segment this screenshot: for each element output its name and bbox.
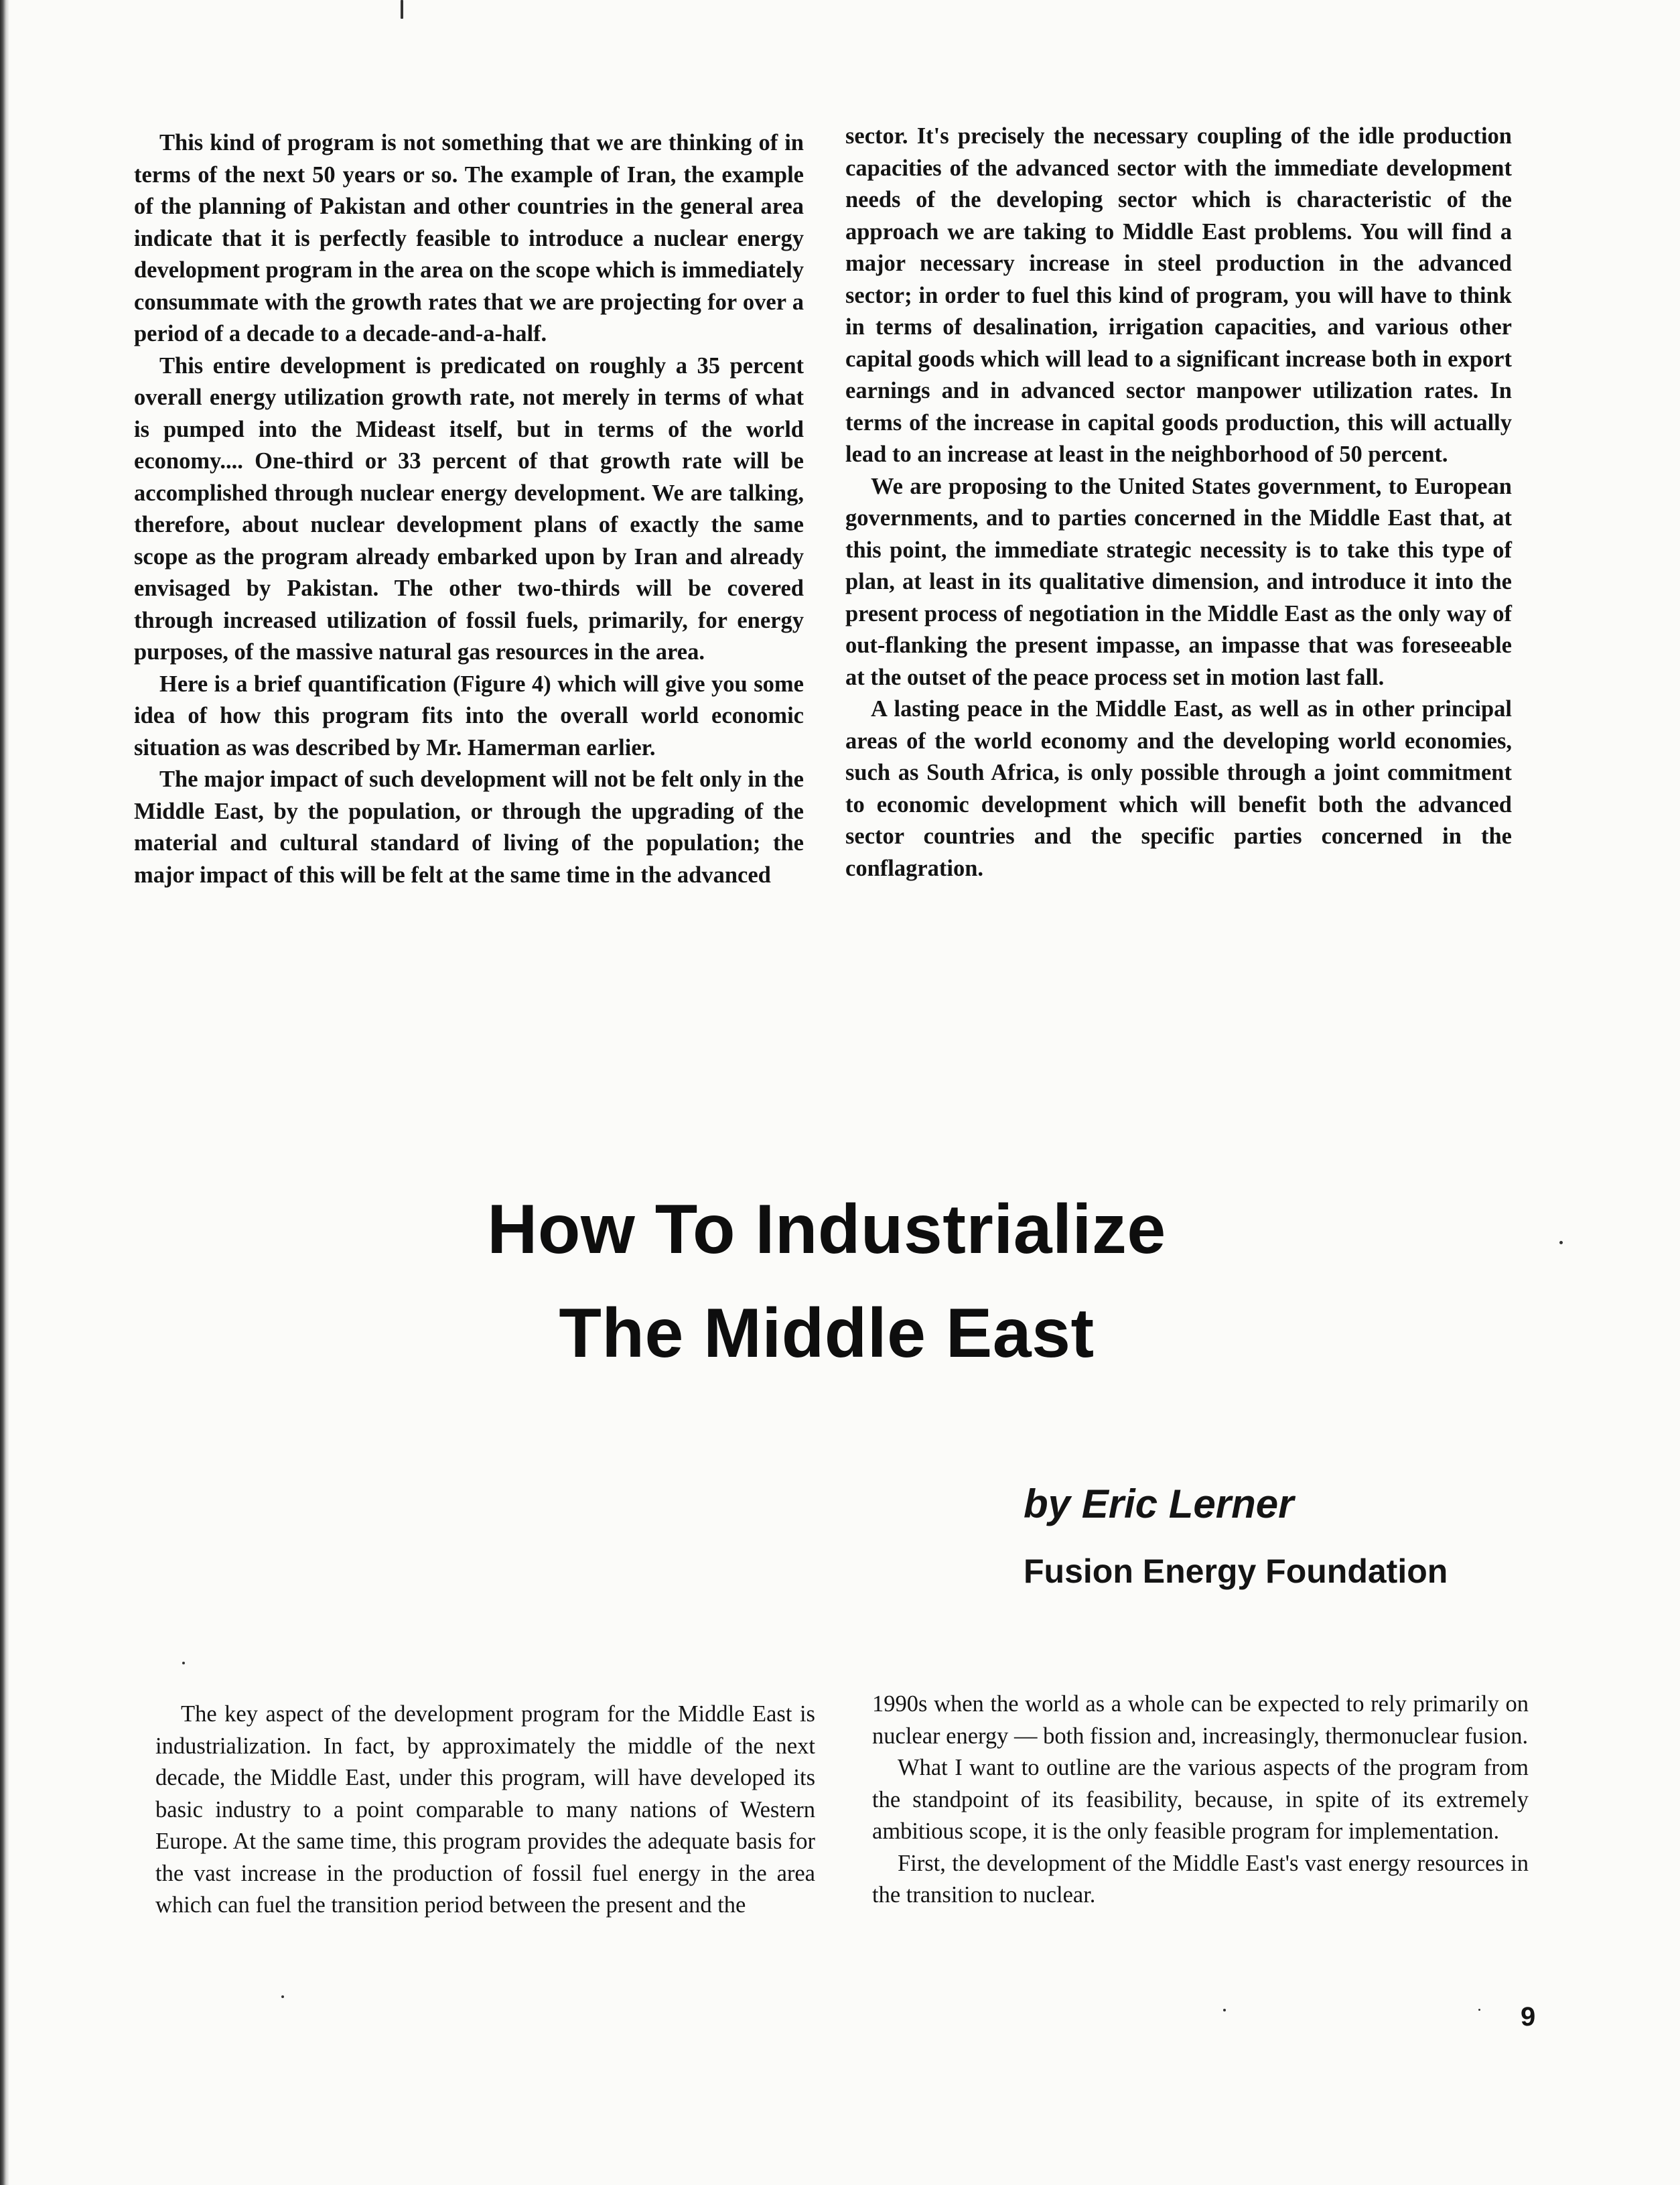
scan-edge-shadow xyxy=(0,0,9,2185)
paragraph: We are proposing to the United States government, to European governments, and to parties concerned in the Middle East that, at this point, the immediate strategic necessity is to take this type of plan, at least in its qualitative dimension, and introduce it into the present process of negotiation in the Middle East as the only way of out-flanking the present impasse, an impasse that was foreseeable at the outset of the peace process set in motion last fall. xyxy=(845,473,1512,690)
paragraph: This entire development is predicated on roughly a 35 percent overall energy utilization growth rate, not merely in terms of what is pumped into the Mideast itself, but in terms of the world economy.... One-third or 33 percent of that growth rate will be accomplished through nuclear energy development. We are talking, therefore, about nuclear development plans of exactly the same scope as the program already embarked upon by Iran and already envisaged by Pakistan. The other two-thirds will be covered through increased utilization of fossil fuels, primarily, for energy purposes, of the massive natural gas resources in the area. xyxy=(134,352,804,665)
scan-speck xyxy=(1478,2009,1480,2011)
author-affiliation: Fusion Energy Foundation xyxy=(1024,1552,1448,1590)
scan-speck xyxy=(1223,2009,1226,2011)
paragraph: What I want to outline are the various aspects of the program from the standpoint of its feasibility, because, in spite of its extremely ambitious scope, it is the only feasible program for implementation. xyxy=(872,1755,1529,1844)
scan-speck xyxy=(401,0,403,19)
paragraph: First, the development of the Middle East's vast energy resources in the transition to nuclear. xyxy=(872,1850,1529,1908)
continuation-left-column xyxy=(134,127,804,891)
paragraph: 1990s when the world as a whole can be expected to rely primarily on nuclear energy — both fission and, increasingly, thermonuclear fusion. xyxy=(872,1691,1529,1749)
paragraph: Here is a brief quantification (Figure 4) which will give you some idea of how this program fits into the overall world economic situation as was described by Mr. Hamerman earlier. xyxy=(134,671,804,760)
author-byline: by Eric Lerner xyxy=(1024,1481,1294,1526)
paragraph: A lasting peace in the Middle East, as well as in other principal areas of the world economy and the developing world economies, such as South Africa, is only possible through a joint commitment to economic development which will benefit both the advanced sector countries and the specific parties concerned in the conflagration. xyxy=(845,696,1512,881)
page-number: 9 xyxy=(1521,2002,1536,2032)
article-title-line-2: The Middle East xyxy=(559,1295,1095,1372)
paragraph: The major impact of such development will not be felt only in the Middle East, by the population, or through the upgrading of the material and cultural standard of living of the population; the major impact of this will be felt at the same time in the advanced xyxy=(134,767,804,888)
continuation-right-column xyxy=(845,121,1512,884)
article-left-column xyxy=(155,1699,815,1922)
article-right-column xyxy=(872,1689,1529,1912)
scan-speck xyxy=(281,1995,284,1998)
paragraph: This kind of program is not something that we are thinking of in terms of the next 50 years or so. The example of Iran, the example of the planning of Pakistan and other countries in the general area indicate that it is perfectly feasible to introduce a nuclear energy development program in the area on the scope which is immediately consummate with the growth rates that we are projecting for over a period of a decade to a decade-and-a-half. xyxy=(134,130,804,346)
scan-speck xyxy=(182,1662,185,1664)
paragraph: sector. It's precisely the necessary coupling of the idle production capacities of the advanced sector with the immediate development needs of the developing sector which is characteristic of the approach we are taking to Middle East problems. You will find a major necessary increase in steel production in the advanced sector; in order to fuel this kind of program, you will have to think in terms of desalination, irrigation capacities, and various other capital goods which will lead to a significant increase both in export earnings and in advanced sector manpower utilization rates. In terms of the increase in capital goods production, this will actually lead to an increase at least in the neighborhood of 50 percent. xyxy=(845,123,1512,467)
article-title-line-1: How To Industrialize xyxy=(487,1191,1166,1268)
paragraph: The key aspect of the development program for the Middle East is industrialization. In fact, by approximately the middle of the next decade, the Middle East, under this program, will have developed its basic industry to a point comparable to many nations of Western Europe. At the same time, this program provides the adequate basis for the vast increase in the production of fossil fuel energy in the area which can fuel the transition period between the present and the xyxy=(155,1701,815,1918)
